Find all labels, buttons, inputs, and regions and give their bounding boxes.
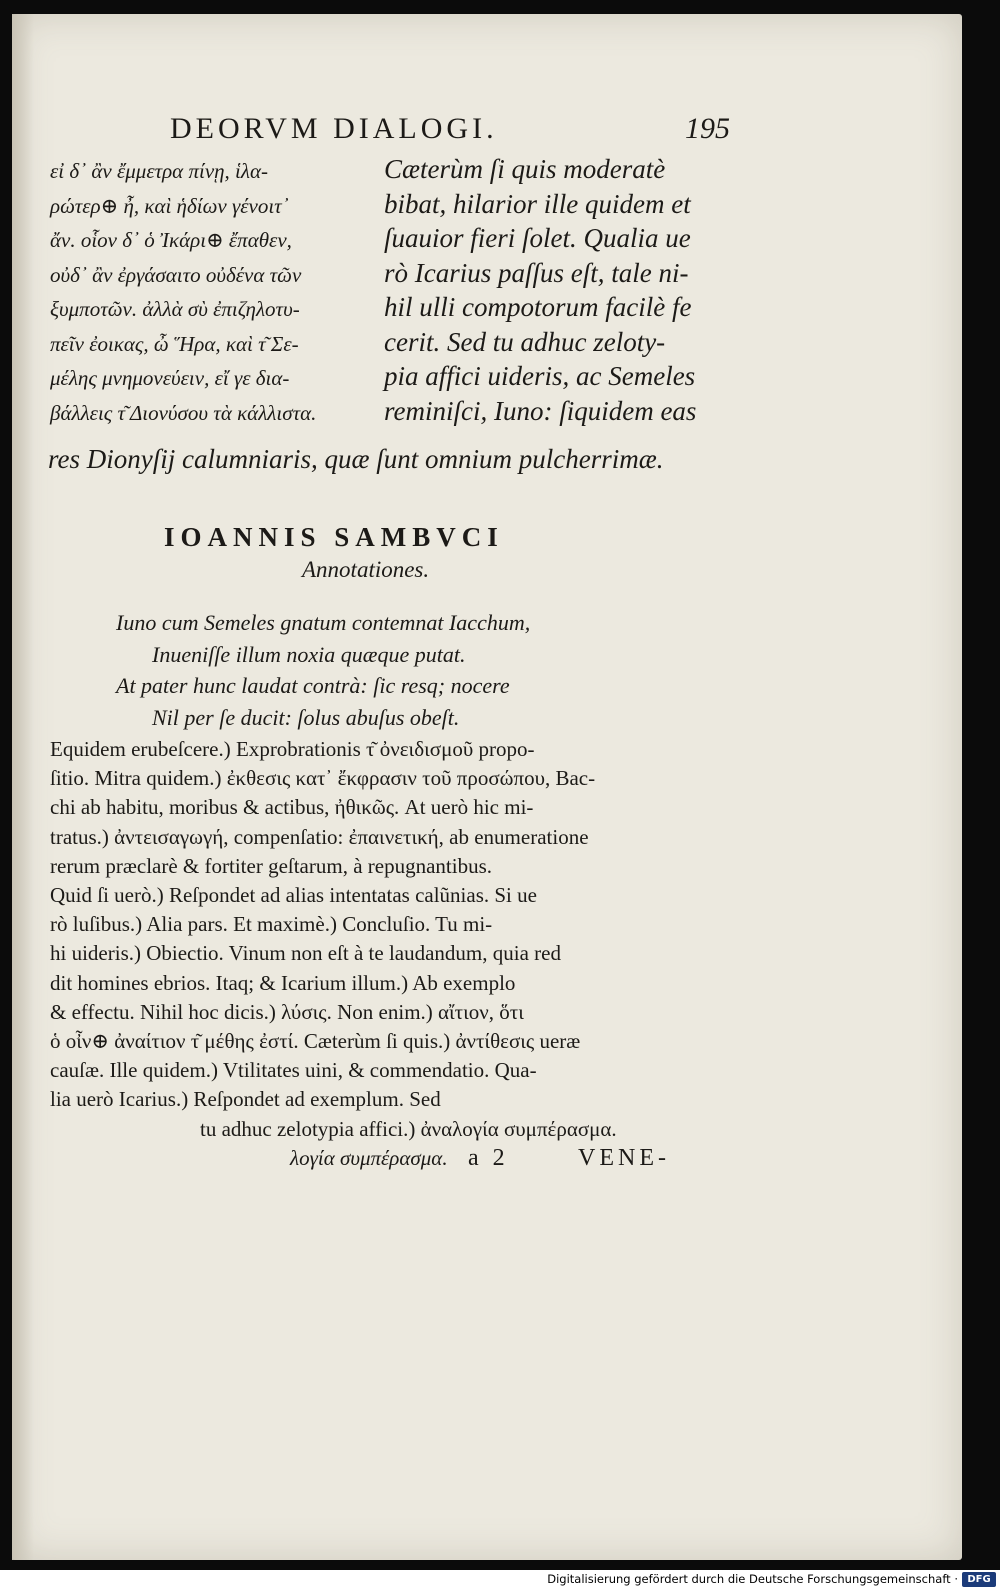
latin-line: Cæterùm ſi quis moderatè	[384, 154, 666, 184]
note-line: tu adhuc zelotypia affici.) ἀναλογία συμπέρασμα.	[200, 1116, 617, 1141]
verse-line: At pater hunc laudat contrà: ſic resq; nocere	[116, 673, 510, 698]
note-line: dit homines ebrios. Itaq; & Icarium illum.) Ab exemplo	[50, 970, 516, 995]
verse-line: Inueniſſe illum noxia quæque putat.	[152, 641, 466, 667]
verse-line: Nil per ſe ducit: ſolus abuſus obeſt.	[152, 704, 460, 730]
note-line: Equidem erubeſcere.) Exprobrationis τ͂ ὀνειδισμοῦ propo-	[50, 737, 535, 761]
note-line: & effectu. Nihil hoc dicis.) λύσις. Non enim.) αἴτιον, ὅτι	[50, 999, 524, 1024]
note-line: rò luſibus.) Alia pars. Et maximè.) Concluſio. Tu mi-	[50, 912, 493, 937]
latin-text-column	[384, 152, 729, 428]
greek-line: πεῖν ἐοικας, ὦ Ἥρα, καὶ τ͂ Σε-	[50, 331, 299, 356]
note-line-greek-tail: λογία συμπέρασμα.	[290, 1145, 448, 1170]
latin-line: hil ulli compotorum facilè fe	[384, 292, 692, 322]
dfg-logo: DFG	[962, 1572, 996, 1587]
page-gutter-shadow	[12, 14, 34, 1560]
catchword: VENE-	[578, 1145, 670, 1171]
funding-credit: Digitalisierung gefördert durch die Deutsche Forschungsgemeinschaft ·	[547, 1572, 958, 1586]
latin-line: bibat, hilarior ille quidem et	[384, 188, 691, 219]
note-line: chi ab habitu, moribus & actibus, ἠθικῶς. At uerò hic mi-	[50, 795, 534, 820]
signature-line	[468, 1145, 738, 1172]
greek-line: εἰ δ᾽ ἂν ἔμμετρα πίνῃ, ἱλα-	[50, 159, 268, 183]
note-line: Quid ſi uerò.) Reſpondet ad alias intentatas calũnias. Si ue	[50, 883, 537, 908]
greek-line: οὐδ᾽ ἂν ἐργάσαιτο οὐδένα τῶν	[50, 262, 302, 287]
greek-text-column	[50, 154, 370, 430]
footer-bar	[0, 1570, 1000, 1590]
note-line: tratus.) ἀντεισαγωγή, compenſatio: ἐπαινετική, ab enumeratione	[50, 824, 589, 849]
running-head-title: DEORVM DIALOGI.	[170, 112, 498, 145]
annotation-subheading: Annotationes.	[302, 557, 430, 582]
note-line: rerum præclarè & fortiter geſtarum, à repugnantibus.	[50, 853, 493, 878]
note-line: hi uideris.) Obiectio. Vinum non eſt à te laudandum, quia red	[50, 941, 561, 966]
verse-line: Iuno cum Semeles gnatum contemnat Iacchum,	[116, 610, 531, 635]
latin-line: reminiſci, Iuno: ſiquidem eas	[384, 395, 697, 426]
note-line: ſitio. Mitra quidem.) ἐκθεσις κατ᾽ ἔκφρασιν τοῦ προσώπου, Bac-	[50, 766, 596, 791]
latin-line: cerit. Sed tu adhuc zeloty-	[384, 326, 666, 357]
full-width-latin-line: res Dionyſij calumniaris, quæ ſunt omnium pulcherrimæ.	[48, 444, 664, 474]
latin-line: ſuauior fieri ſolet. Qualia ue	[384, 223, 691, 253]
running-head	[170, 112, 730, 146]
note-line: lia uerò Icarius.) Reſpondet ad exemplum. Sed	[50, 1087, 441, 1112]
latin-line: rò Icarius paſſus eſt, tale ni-	[384, 257, 689, 288]
signature-mark: a 2	[468, 1145, 509, 1171]
annotation-notes	[50, 735, 740, 1173]
verse-block	[116, 607, 676, 733]
folio-number: 195	[685, 112, 730, 145]
greek-line: ξυμποτῶν. ἀλλὰ σὺ ἐπιζηλοτυ-	[50, 297, 300, 321]
latin-line: pia affici uideris, ac Semeles	[384, 361, 696, 391]
greek-line: μέλης μνημονεύειν, εἴ γε δια-	[50, 366, 290, 390]
annotation-heading: IOANNIS SAMBVCI	[164, 522, 504, 552]
note-line: ὁ οἶν⊕ ἀναίτιον τ͂ μέθης ἐστί. Cæterùm ſi quis.) ἀντίθεσις ueræ	[50, 1029, 581, 1054]
note-line: cauſæ. Ille quidem.) Vtilitates uini, & commendatio. Qua-	[50, 1058, 537, 1083]
greek-line: ἄν. οἷον δ᾽ ὁ Ἰκάρι⊕ ἔπαθεν,	[50, 228, 292, 252]
greek-line: ρώτερ⊕ ἦ, καὶ ἡδίων γένοιτ᾽	[50, 193, 289, 218]
greek-line: βάλλεις τ͂ Διονύσου τὰ κάλλιστα.	[50, 400, 317, 425]
